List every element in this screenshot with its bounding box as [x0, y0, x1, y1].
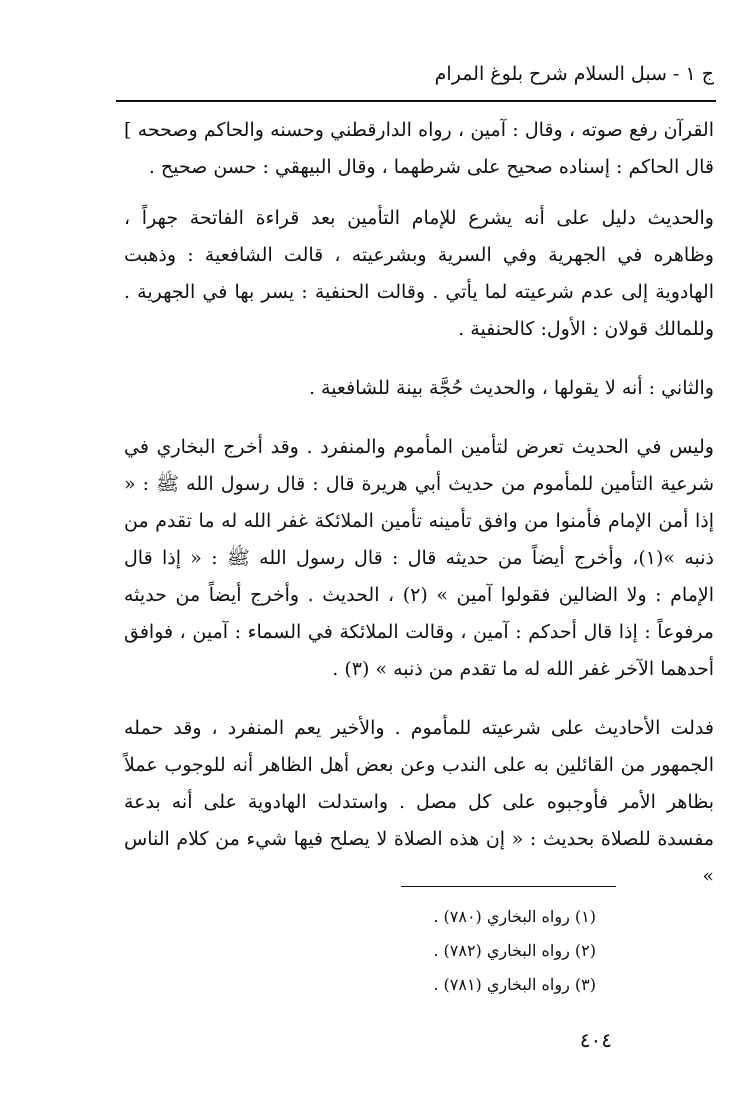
paragraph-5: فدلت الأحاديث على شرعيته للمأموم . والأخير يعم المنفرد ، وقد حمله الجمهور من القائلين به على الندب وعن بعض أهل الظاهر أنه للوجوب عملاً بظاهر الأمر فأوجبوه على كل مصل . واستدلت الهادوية على أنه بدعة مفسدة للصلاة بحديث : « إن هذه الصلاة لا يصلح فيها شيء من كلام الناس »: [124, 717, 714, 887]
footnote-1: (١) رواه البخاري (٧٨٠) .: [433, 907, 596, 926]
paragraph-2: والحديث دليل على أنه يشرع للإمام التأمين بعد قراءة الفاتحة جهراً ، وظاهره في الجهرية وفي السرية وبشرعيته ، قالت الشافعية : وذهبت الهادوية إلى عدم شرعيته لما يأتي . وقالت الحنفية : يسر بها في الجهرية . وللمالك قولان : الأول: كالحنفية .: [124, 207, 714, 340]
footnote-2: (٢) رواه البخاري (٧٨٢) .: [433, 941, 596, 960]
main-text: [124, 112, 714, 917]
footnote-3: (٣) رواه البخاري (٧٨١) .: [433, 975, 596, 994]
footnotes: [176, 900, 596, 1002]
paragraph-3: والثاني : أنه لا يقولها ، والحديث حُجَّة بينة للشافعية .: [308, 377, 714, 399]
paragraph-4: وليس في الحديث تعرض لتأمين المأموم والمنفرد . وقد أخرج البخاري في شرعية التأمين للمأموم من حديث أبي هريرة قال : قال رسول الله ﷺ : « إذا أمن الإمام فأمنوا من وافق تأمينه تأمين الملائكة غفر الله له ما تقدم من ذنبه »(١)، وأخرج أيضاً من حديثه قال : قال رسول الله ﷺ : « إذا قال الإمام : ولا الضالين فقولوا آمين » (٢) ، الحديث . وأخرج أيضاً من حديثه مرفوعاً : إذا قال أحدكم : آمين ، وقالت الملائكة في السماء : آمين ، فوافق أحدهما الآخر غفر الله له ما تقدم من ذنبه » (٣) .: [124, 436, 714, 680]
page-number: ٤٠٤: [579, 1028, 612, 1052]
header-rule: [116, 100, 716, 102]
paragraph-1: القرآن رفع صوته ، وقال : آمين ، رواه الدارقطني وحسنه والحاكم وصححه ] قال الحاكم : إسناده صحيح على شرطهما ، وقال البيهقي : حسن صحيح .: [124, 119, 714, 178]
running-header: ج ١ - سبل السلام شرح بلوغ المرام: [434, 63, 714, 85]
footnote-rule: [401, 886, 616, 887]
